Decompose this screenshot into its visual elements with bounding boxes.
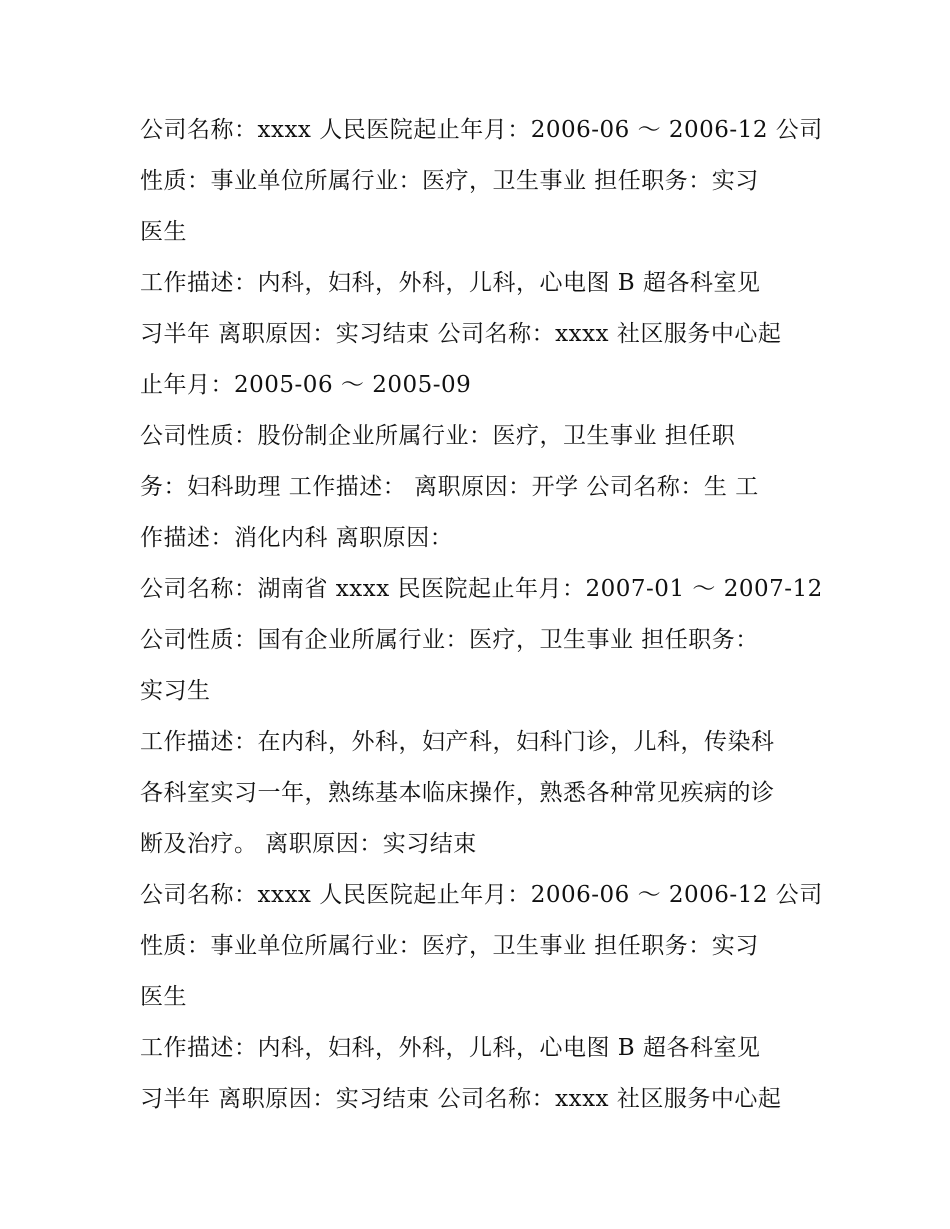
text-line: 公司名称：xxxx 人民医院起止年月：2006-06 ～ 2006-12 公司 <box>140 117 823 143</box>
document-body <box>140 105 830 1125</box>
text-line: 工作描述：内科，妇科，外科，儿科，心电图 B 超各科室见 <box>140 270 761 296</box>
text-line: 断及治疗。 离职原因：实习结束 <box>140 831 477 857</box>
text-line: 作描述：消化内科 离职原因： <box>140 525 454 551</box>
text-line: 公司性质：国有企业所属行业：医疗，卫生事业 担任职务： <box>140 627 759 653</box>
text-line: 公司名称：xxxx 人民医院起止年月：2006-06 ～ 2006-12 公司 <box>140 882 823 908</box>
text-line: 性质：事业单位所属行业：医疗，卫生事业 担任职务：实习 <box>140 168 759 194</box>
text-line: 工作描述：在内科，外科，妇产科，妇科门诊，儿科，传染科 <box>140 729 775 755</box>
text-line: 实习生 <box>140 678 211 704</box>
text-line: 务：妇科助理 工作描述： 离职原因：开学 公司名称：生 工 <box>140 474 759 500</box>
text-line: 公司性质：股份制企业所属行业：医疗，卫生事业 担任职 <box>140 423 736 449</box>
text-line: 止年月：2005-06 ～ 2005-09 <box>140 372 472 398</box>
text-line: 医生 <box>140 984 187 1010</box>
text-line: 性质：事业单位所属行业：医疗，卫生事业 担任职务：实习 <box>140 933 759 959</box>
text-line: 各科室实习一年，熟练基本临床操作，熟悉各种常见疾病的诊 <box>140 780 775 806</box>
text-line: 习半年 离职原因：实习结束 公司名称：xxxx 社区服务中心起 <box>140 1086 782 1112</box>
text-line: 公司名称：湖南省 xxxx 民医院起止年月：2007-01 ～ 2007-12 <box>140 576 823 602</box>
text-line: 医生 <box>140 219 187 245</box>
text-line: 工作描述：内科，妇科，外科，儿科，心电图 B 超各科室见 <box>140 1035 761 1061</box>
text-line: 习半年 离职原因：实习结束 公司名称：xxxx 社区服务中心起 <box>140 321 782 347</box>
